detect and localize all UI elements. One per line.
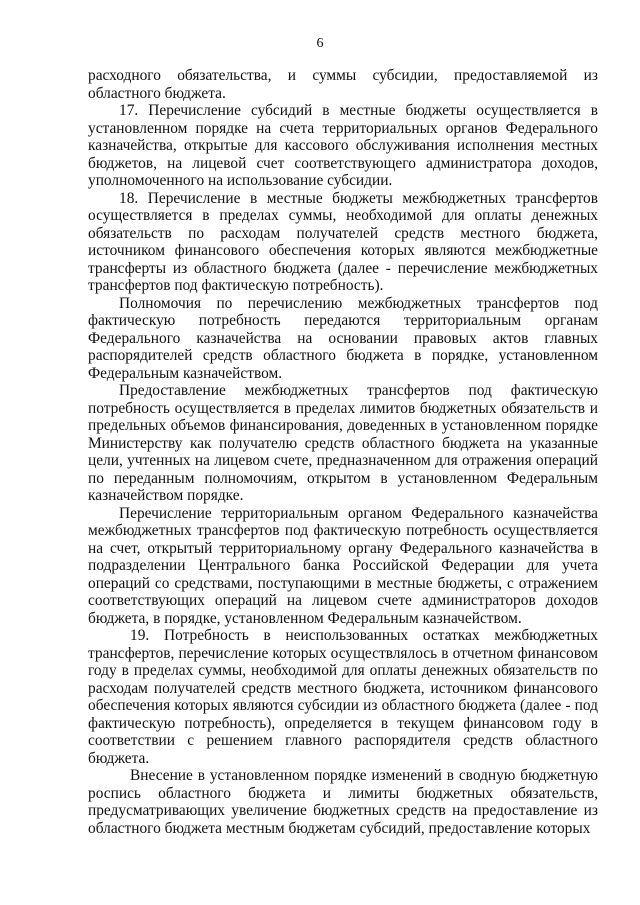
- paragraph-18: 18. Перечисление в местные бюджеты межбюджетных трансфертов осуществляется в пределах суммы, необходимой для оплаты денежных обязательств по расходам получателей средств местного бюджета, источником финансового обеспечения которых являются межбюджетные трансферты из областного бюджета (далее - перечисление межбюджетных трансфертов под фактическую потребность).: [88, 189, 598, 294]
- paragraph-17: 17. Перечисление субсидий в местные бюджеты осуществляется в установленном порядке на счета территориальных органов Федерального казначейства, открытые для кассового обслуживания исполнения местных бюджетов, на лицевой счет соответствующего администратора доходов, уполномоченного на использование субсидии.: [88, 102, 598, 189]
- page-number: 6: [316, 36, 324, 51]
- paragraph-provision: Предоставление межбюджетных трансфертов под фактическую потребность осуществляется в пределах лимитов бюджетных обязательств и предельных объемов финансирования, доведенных в установленном порядке Министерству как получателю средств областного бюджета на указанные цели, учтенных на лицевом счете, предназначенном для отражения операций по переданным полномочиям, открытом в установленном Федеральным казначейством порядке.: [88, 382, 598, 504]
- paragraph-19: 19. Потребность в неиспользованных остатках межбюджетных трансфертов, перечисление которых осуществлялось в отчетном финансовом году в пределах суммы, необходимой для оплаты денежных обязательств по расходам получателей средств местного бюджета, источником финансового обеспечения которых являются субсидии из областного бюджета (далее - под фактическую потребность), определяется в текущем финансовом году в соответствии с решением главного распорядителя средств областного бюджета.: [88, 627, 598, 767]
- document-body: [88, 67, 598, 837]
- paragraph-powers: Полномочия по перечислению межбюджетных трансфертов под фактическую потребность передаются территориальным органам Федерального казначейства на основании правовых актов главных распорядителей средств областного бюджета в порядке, установленном Федеральным казначейством.: [88, 294, 598, 382]
- paragraph-transfer: Перечисление территориальным органом Федерального казначейства межбюджетных трансфертов под фактическую потребность осуществляется на счет, открытый территориальному органу Федерального казначейства в подразделении Центрального банка Российской Федерации для учета операций со средствами, поступающими в местные бюджеты, с отражением соответствующих операций на лицевом счете администраторов доходов бюджета, в порядке, установленном Федеральным казначейством.: [88, 504, 598, 627]
- paragraph-amendments: Внесение в установленном порядке изменений в сводную бюджетную роспись областного бюджета и лимиты бюджетных обязательств, предусматривающих увеличение бюджетных средств на предоставление из областного бюджета местным бюджетам субсидий, предоставление которых: [88, 767, 598, 837]
- paragraph-continuation: расходного обязательства, и суммы субсидии, предоставляемой из областного бюджета.: [88, 67, 598, 102]
